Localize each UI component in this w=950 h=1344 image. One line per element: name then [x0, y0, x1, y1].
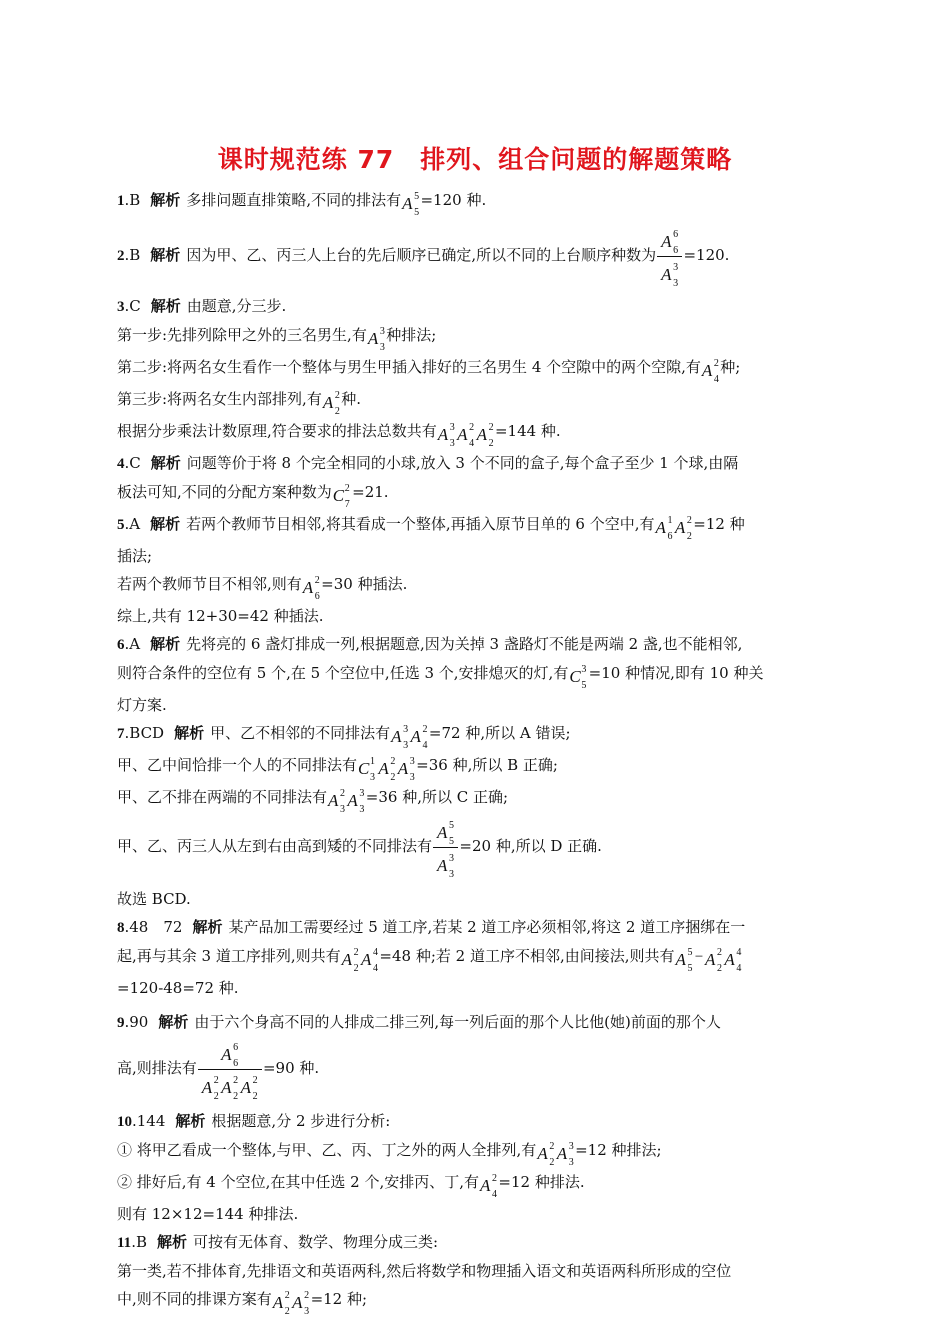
solution-text: 板法可知,不同的分配方案种数为 [117, 483, 332, 501]
solution-text: =12 种排法; [575, 1141, 662, 1159]
solution-line [117, 691, 837, 719]
solution-line [117, 1257, 837, 1285]
solution-text: 问题等价于将 8 个完全相同的小球,放入 3 个不同的盒子,每个盒子至少 1 个球,由隔 [186, 454, 739, 472]
solution-text: 故选 BCD. [117, 890, 191, 908]
solution-text: 由题意,分三步. [186, 297, 287, 315]
item-number: 1 [117, 193, 125, 209]
solution-line [117, 417, 837, 449]
solution-text: =120 种. [420, 191, 487, 209]
solution-3 [117, 292, 837, 321]
item-answer: .A [124, 515, 141, 533]
solution-text: 则符合条件的空位有 5 个,在 5 个空位中,任选 3 个,安排熄灭的灯,有 [117, 664, 569, 682]
solution-text: =12 种 [693, 515, 745, 533]
math-A: A 5 5 [675, 947, 693, 974]
math-fraction: A 6 6 A 2 2 A 2 2 A 2 2 [198, 1040, 262, 1099]
solution-text: ② 排好后,有 4 个空位,在其中任选 2 个,安排丙、丁,有 [117, 1173, 480, 1191]
solution-text: 起,再与其余 3 道工序排列,则共有 [117, 947, 341, 965]
solution-text: =30 种插法. [321, 575, 408, 593]
solution-line [117, 1285, 837, 1317]
math-A: A 3 3 [391, 724, 409, 751]
solution-text: =144 种. [494, 422, 561, 440]
math-C: C 3 5 [569, 664, 587, 691]
math-A: A 1 6 [655, 515, 673, 542]
solution-text: 第三步:将两名女生内部排列,有 [117, 390, 322, 408]
solution-text: 由于六个身高不同的人排成二排三列,每一列后面的那个人比他(她)前面的那个人 [194, 1013, 721, 1031]
math-A: A 4 4 [724, 947, 742, 974]
solution-line [117, 385, 837, 417]
solution-line [117, 1136, 837, 1168]
item-number: 8 [117, 920, 125, 936]
item-answer: .BCD [124, 724, 165, 742]
solution-text: 某产品加工需要经过 5 道工序,若某 2 道工序必须相邻,将这 2 道工序捆绑在一 [228, 918, 746, 936]
solution-6 [117, 630, 837, 659]
solution-text: 甲、乙中间恰排一个人的不同排法有 [117, 756, 358, 774]
solution-text: 甲、乙、丙三人从左到右由高到矮的不同排法有 [117, 837, 433, 855]
math-A: A 5 5 [402, 191, 420, 218]
solution-text: =12 种排法. [498, 1173, 585, 1191]
math-A: A 2 2 [341, 947, 359, 974]
solution-text: 第二步:将两名女生看作一个整体与男生甲插入排好的三名男生 4 个空隙中的两个空隙,有 [117, 358, 701, 376]
item-number: 7 [117, 726, 125, 742]
solution-5 [117, 510, 837, 542]
solution-2 [117, 224, 837, 289]
analysis-label: 解析 [192, 918, 223, 936]
math-fraction: A 6 6 A 3 3 [657, 227, 682, 286]
solution-text: =72 种,所以 A 错误; [428, 724, 571, 742]
math-A: A 2 4 [701, 358, 719, 385]
item-answer: .B [131, 1233, 147, 1251]
solution-text: 高,则排法有 [117, 1059, 197, 1077]
solution-line [117, 570, 837, 602]
solution-10 [117, 1107, 837, 1136]
solution-1 [117, 186, 837, 218]
item-answer: .B [124, 191, 141, 209]
solution-text: 种排法; [386, 326, 437, 344]
solution-line [117, 478, 837, 510]
solution-text: 根据题意,分 2 步进行分析: [211, 1112, 391, 1130]
solution-text: 因为甲、乙、丙三人上台的先后顺序已确定,所以不同的上台顺序种数为 [186, 246, 657, 264]
solution-line [117, 659, 837, 691]
math-C: C 1 3 [358, 756, 376, 783]
math-A: A 2 2 [322, 390, 340, 417]
solution-text: ① 将甲乙看成一个整体,与甲、乙、丙、丁之外的两人全排列,有 [117, 1141, 537, 1159]
solution-text: =120. [683, 246, 730, 264]
math-A: A 2 3 [292, 1290, 310, 1317]
solution-line [117, 942, 837, 974]
solution-text: 若两个教师节目不相邻,则有 [117, 575, 302, 593]
analysis-label: 解析 [150, 297, 181, 315]
math-A: A 2 4 [457, 422, 475, 449]
solution-text: =21. [352, 483, 389, 501]
item-number: 6 [117, 637, 125, 653]
solution-text: 根据分步乘法计数原理,符合要求的排法总数共有 [117, 422, 437, 440]
solution-line [117, 885, 837, 913]
solution-line [117, 321, 837, 353]
solution-text: 中,则不同的排课方案有 [117, 1290, 272, 1308]
solution-line [117, 974, 837, 1002]
item-number: 2 [117, 248, 125, 264]
solution-text: 插法; [117, 547, 153, 565]
page-title: 课时规范练 77 排列、组合问题的解题策略 [217, 145, 733, 174]
solution-11 [117, 1228, 837, 1257]
solution-text: 多排问题直排策略,不同的排法有 [186, 191, 402, 209]
item-number: 11 [117, 1235, 132, 1251]
item-answer: .A [124, 635, 141, 653]
solution-text: =48 种;若 2 道工序不相邻,由间接法,则共有 [379, 947, 675, 965]
solution-text: 第一类,若不排体育,先排语文和英语两科,然后将数学和物理插入语文和英语两科所形成的空位 [117, 1262, 732, 1280]
item-answer: .B [124, 246, 141, 264]
solution-line [117, 542, 837, 570]
analysis-label: 解析 [150, 635, 181, 653]
analysis-label: 解析 [150, 246, 181, 264]
solution-text: 甲、乙不排在两端的不同排法有 [117, 788, 328, 806]
solution-text: =36 种,所以 B 正确; [416, 756, 558, 774]
analysis-label: 解析 [150, 191, 181, 209]
math-A: A 3 3 [556, 1141, 574, 1168]
solution-text: =12 种; [310, 1290, 368, 1308]
item-number: 9 [117, 1015, 125, 1031]
solution-line [117, 815, 837, 880]
solution-text: 若两个教师节目相邻,将其看成一个整体,再插入原节目单的 6 个空中,有 [186, 515, 655, 533]
math-A: A 2 3 [328, 788, 346, 815]
math-A: A 2 6 [302, 575, 320, 602]
solution-text: =20 种,所以 D 正确. [459, 837, 602, 855]
solution-text: 种; [720, 358, 741, 376]
item-number: 4 [117, 456, 125, 472]
item-answer: .144 [132, 1112, 166, 1130]
math-A: A 2 2 [476, 422, 494, 449]
item-answer: .90 [124, 1013, 149, 1031]
solution-line [117, 1037, 837, 1102]
math-A: A 3 3 [367, 326, 385, 353]
math-A: A 3 3 [437, 422, 455, 449]
analysis-label: 解析 [174, 724, 205, 742]
solution-line [117, 751, 837, 783]
math-A: A 4 4 [361, 947, 379, 974]
solution-line [117, 1168, 837, 1200]
solution-9 [117, 1008, 837, 1037]
math-fraction: A 5 5 A 3 3 [433, 818, 458, 877]
item-answer: .C [124, 454, 141, 472]
solution-text: =36 种,所以 C 正确; [365, 788, 509, 806]
math-A: A 2 2 [537, 1141, 555, 1168]
math-A: A 2 2 [705, 947, 723, 974]
solution-line [117, 353, 837, 385]
math-minus: − [693, 949, 705, 965]
analysis-label: 解析 [175, 1112, 206, 1130]
solution-4 [117, 449, 837, 478]
solution-line [117, 783, 837, 815]
solution-text: =10 种情况,即有 10 种关 [588, 664, 764, 682]
solution-text: 种. [341, 390, 361, 408]
solution-line [117, 602, 837, 630]
solution-text: 综上,共有 12+30=42 种插法. [117, 607, 324, 625]
math-A: A 2 2 [674, 515, 692, 542]
math-A: A 3 3 [397, 756, 415, 783]
analysis-label: 解析 [150, 515, 181, 533]
math-A: A 2 4 [410, 724, 428, 751]
item-number: 5 [117, 517, 125, 533]
solution-text: 第一步:先排列除甲之外的三名男生,有 [117, 326, 367, 344]
solution-8 [117, 913, 837, 942]
solution-7 [117, 719, 837, 751]
solution-text: 灯方案. [117, 696, 167, 714]
math-A: A 2 2 [378, 756, 396, 783]
solution-text: =90 种. [262, 1059, 320, 1077]
solution-line [117, 1200, 837, 1228]
item-answer: .48 72 [124, 918, 183, 936]
analysis-label: 解析 [156, 1233, 187, 1251]
solution-text: 则有 12×12=144 种排法. [117, 1205, 299, 1223]
solutions-body [117, 186, 837, 1317]
math-A: A 3 3 [347, 788, 365, 815]
solution-text: 甲、乙不相邻的不同排法有 [210, 724, 391, 742]
solution-text: 可按有无体育、数学、物理分成三类: [193, 1233, 439, 1251]
analysis-label: 解析 [150, 454, 181, 472]
solution-text: =120-48=72 种. [117, 979, 239, 997]
math-A: A 2 4 [480, 1173, 498, 1200]
item-number: 10 [117, 1114, 132, 1130]
math-A: A 2 2 [272, 1290, 290, 1317]
math-C: C 2 7 [332, 483, 350, 510]
item-number: 3 [117, 299, 125, 315]
item-answer: .C [124, 297, 141, 315]
solution-text: 先将亮的 6 盏灯排成一列,根据题意,因为关掉 3 盏路灯不能是两端 2 盏,也不能相邻, [186, 635, 743, 653]
analysis-label: 解析 [158, 1013, 189, 1031]
